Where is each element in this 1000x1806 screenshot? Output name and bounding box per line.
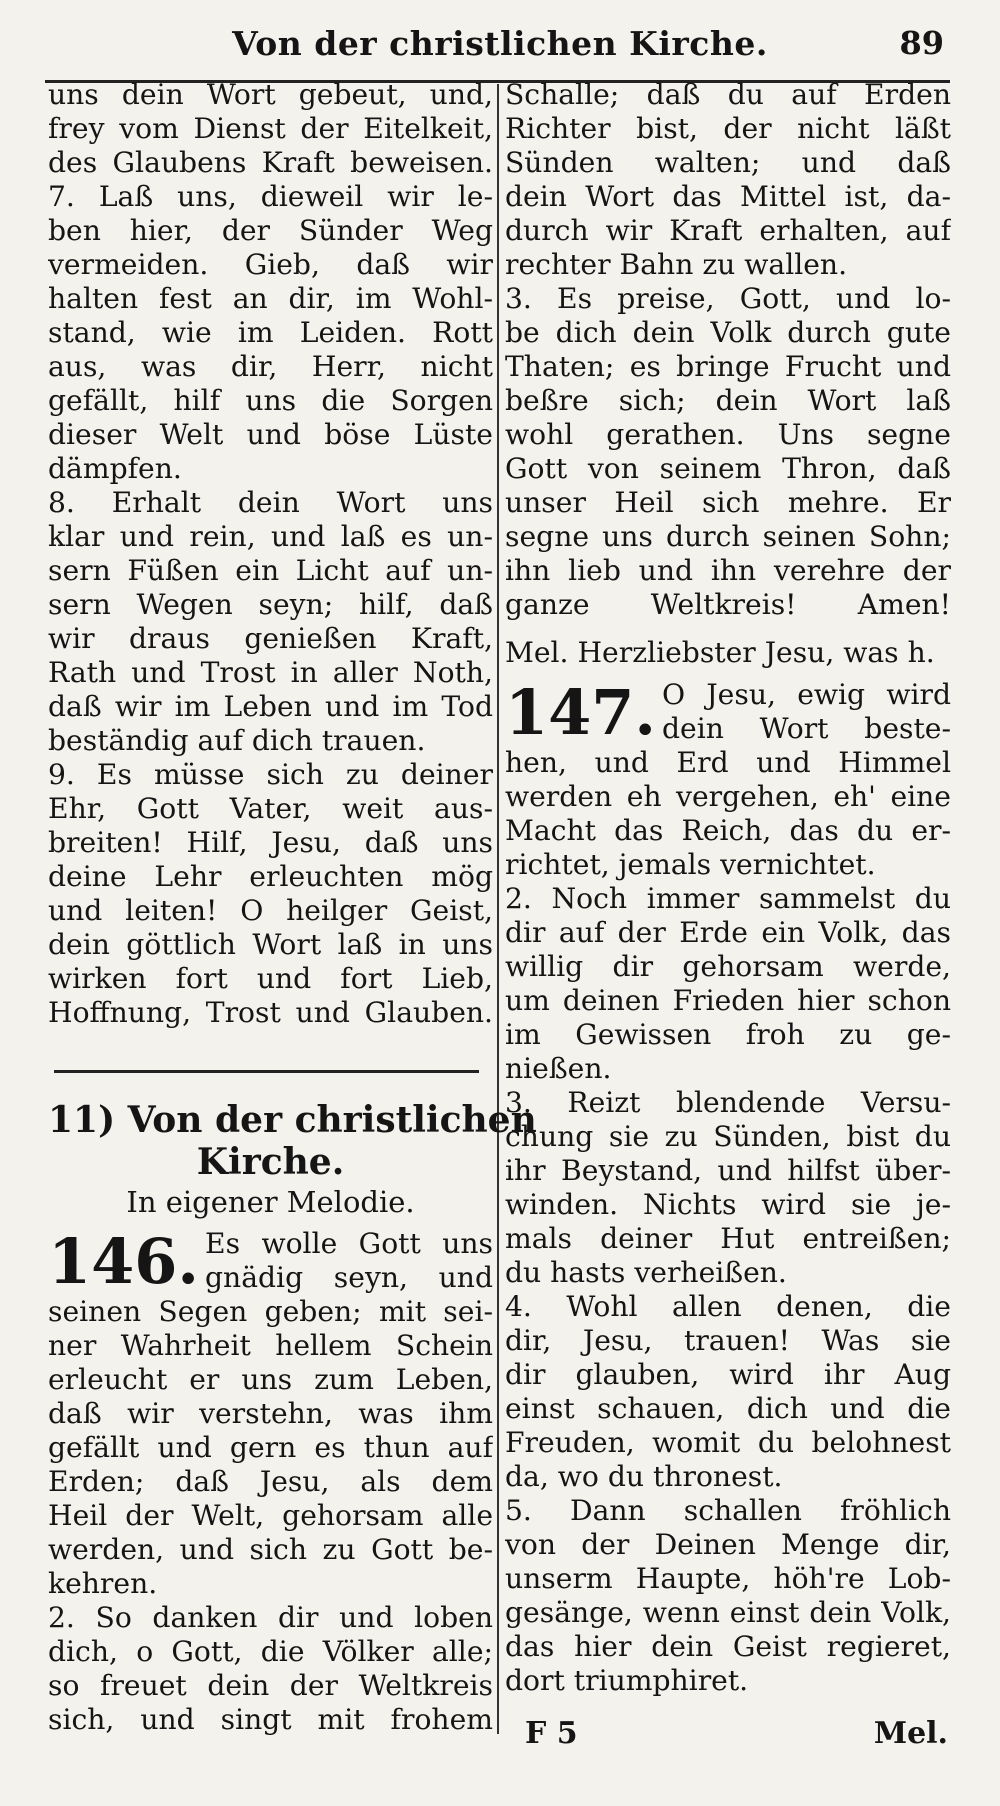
text-line: Macht das Reich, das du er- [505,814,951,847]
text-line: des Glaubens Kraft beweisen. [48,146,493,179]
text-line: frey vom Dienst der Eitelkeit, [48,112,493,145]
text-line: so freuet dein der Weltkreis [48,1669,493,1702]
text-line: willig dir gehorsam werde, [505,950,951,983]
text-line: breiten! Hilf, Jesu, daß uns [48,826,493,859]
text-line: klar und rein, und laß es un- [48,520,493,553]
text-line: Sünden walten; und daß [505,146,951,179]
section-rule [54,1070,479,1073]
text-line: 3. Reizt blendende Versu- [505,1086,951,1119]
hymn-147-text [505,746,951,1698]
text-line: dir glauben, wird ihr Aug [505,1358,951,1391]
text-line: be dich dein Volk durch gute [505,316,951,349]
text-line: rechter Bahn zu wallen. [505,248,848,281]
text-line: im Gewissen froh zu ge- [505,1018,951,1051]
text-line: kehren. [48,1567,158,1600]
text-line: wohl gerathen. Uns segne [505,418,951,451]
melody-line: Mel. Herzliebster Jesu, was h. [505,636,935,669]
left-column [48,78,537,1737]
text-line: 3. Es preise, Gott, und lo- [505,282,951,315]
text-line: winden. Nichts wird sie je- [505,1188,951,1221]
text-line: Richter bist, der nicht läßt [505,112,951,145]
text-line: Erden; daß Jesu, als dem [48,1465,493,1498]
text-line: halten fest an dir, im Wohl- [48,282,493,315]
text-line: sern Füßen ein Licht auf un- [48,554,493,587]
text-line: wirken fort und fort Lieb, [48,962,493,995]
hymn-number: 147. [505,676,657,749]
text-line: beßre sich; dein Wort laß [505,384,951,417]
text-line: da, wo du thronest. [505,1460,783,1493]
text-line: werden, und sich zu Gott be- [48,1533,493,1566]
text-line: beständig auf dich trauen. [48,724,426,757]
text-line: chung sie zu Sünden, bist du [505,1120,951,1153]
text-line: uns dein Wort gebeut, und, [48,78,493,111]
text-line: 7. Laß uns, dieweil wir le- [48,180,493,213]
page-number: 89 [899,24,944,62]
text-line: dort triumphiret. [505,1664,749,1697]
text-line: dieser Welt und böse Lüste [48,418,493,451]
text-line: ben hier, der Sünder Weg [48,214,493,247]
text-line: dir auf der Erde ein Volk, das [505,916,951,949]
text-line: mals deiner Hut entreißen; [505,1222,951,1255]
text-line: 2. Noch immer sammelst du [505,882,951,915]
hymn-146-text [48,1295,493,1737]
section-title: 11) Von der christlichen [48,1099,537,1141]
text-line: und leiten! O heilger Geist, [48,894,493,927]
text-line: Es wolle Gott uns [205,1227,493,1260]
text-line: richtet, jemals vernichtet. [505,848,876,881]
signature-mark: F 5 [525,1716,578,1751]
text-line: gesänge, wenn einst dein Volk, [505,1596,951,1629]
text-line: dein Wort beste- [662,712,951,745]
catchword: Mel. [873,1716,948,1751]
text-line: dämpfen. [48,452,182,485]
text-line: aus, was dir, Herr, nicht [48,350,493,383]
text-line: dein Wort das Mittel ist, da- [505,180,951,213]
text-line: ihr Beystand, und hilfst über- [505,1154,951,1187]
text-line: dir, Jesu, trauen! Was sie [505,1324,951,1357]
text-line: unser Heil sich mehre. Er [505,486,951,519]
right-text-block [505,78,951,622]
left-text-block [48,78,493,1030]
text-line: gnädig seyn, und [205,1261,493,1294]
text-line: Hoffnung, Trost und Glauben. [48,996,493,1029]
text-line: ganze Weltkreis! Amen! [505,588,951,621]
text-line: stand, wie im Leiden. Rott [48,316,493,349]
text-line: Freuden, womit du belohnest [505,1426,951,1459]
text-line: gefällt und gern es thun auf [48,1431,493,1464]
section-title-continued: Kirche. [196,1141,345,1183]
text-line: sern Wegen seyn; hilf, daß [48,588,493,621]
text-line: von der Deinen Menge dir, [505,1528,951,1561]
text-line: ihn lieb und ihn verehre der [505,554,951,587]
text-line: Heil der Welt, gehorsam alle [48,1499,493,1532]
text-line: O Jesu, ewig wird [662,678,951,711]
text-line: Ehr, Gott Vater, weit aus- [48,792,493,825]
text-line: seinen Segen geben; mit sei- [48,1295,493,1328]
text-line: 5. Dann schallen fröhlich [505,1494,951,1527]
text-line: nießen. [505,1052,612,1085]
text-line: durch wir Kraft erhalten, auf [505,214,951,247]
text-line: du hasts verheißen. [505,1256,787,1289]
melody-label: In eigener Melodie. [126,1185,415,1219]
text-line: 4. Wohl allen denen, die [505,1290,951,1323]
text-line: sich, und singt mit frohem [48,1703,493,1736]
text-line: segne uns durch seinen Sohn; [505,520,951,553]
right-column [505,78,951,1698]
text-line: Gott von seinem Thron, daß [505,452,951,485]
column-divider [497,84,499,1734]
text-line: Rath und Trost in aller Noth, [48,656,493,689]
text-line: das hier dein Geist regieret, [505,1630,951,1663]
page-header [0,18,1000,78]
text-line: 8. Erhalt dein Wort uns [48,486,493,519]
hymn-146-head [48,1225,493,1298]
text-line: vermeiden. Gieb, daß wir [48,248,493,281]
text-line: werden eh vergehen, eh' eine [505,780,951,813]
text-line: Schalle; daß du auf Erden [505,78,951,111]
hymn-147-head [505,676,951,749]
text-line: dein göttlich Wort laß in uns [48,928,493,961]
text-line: erleucht er uns zum Leben, [48,1363,493,1396]
text-line: ner Wahrheit hellem Schein [48,1329,493,1362]
text-line: einst schauen, dich und die [505,1392,951,1425]
hymn-number: 146. [48,1225,200,1298]
text-line: wir draus genießen Kraft, [48,622,493,655]
text-line: 2. So danken dir und loben [48,1601,493,1634]
running-title: Von der christlichen Kirche. [232,24,768,63]
text-line: dich, o Gott, die Völker alle; [48,1635,493,1668]
text-line: gefällt, hilf uns die Sorgen [48,384,493,417]
text-line: daß wir im Leben und im Tod [48,690,493,723]
text-line: unserm Haupte, höh're Lob- [505,1562,951,1595]
text-line: hen, und Erd und Himmel [505,746,951,779]
text-line: um deinen Frieden hier schon [505,984,951,1017]
text-line: daß wir verstehn, was ihm [48,1397,493,1430]
text-line: deine Lehr erleuchten mög [48,860,493,893]
text-line: Thaten; es bringe Frucht und [505,350,951,383]
text-line: 9. Es müsse sich zu deiner [48,758,493,791]
